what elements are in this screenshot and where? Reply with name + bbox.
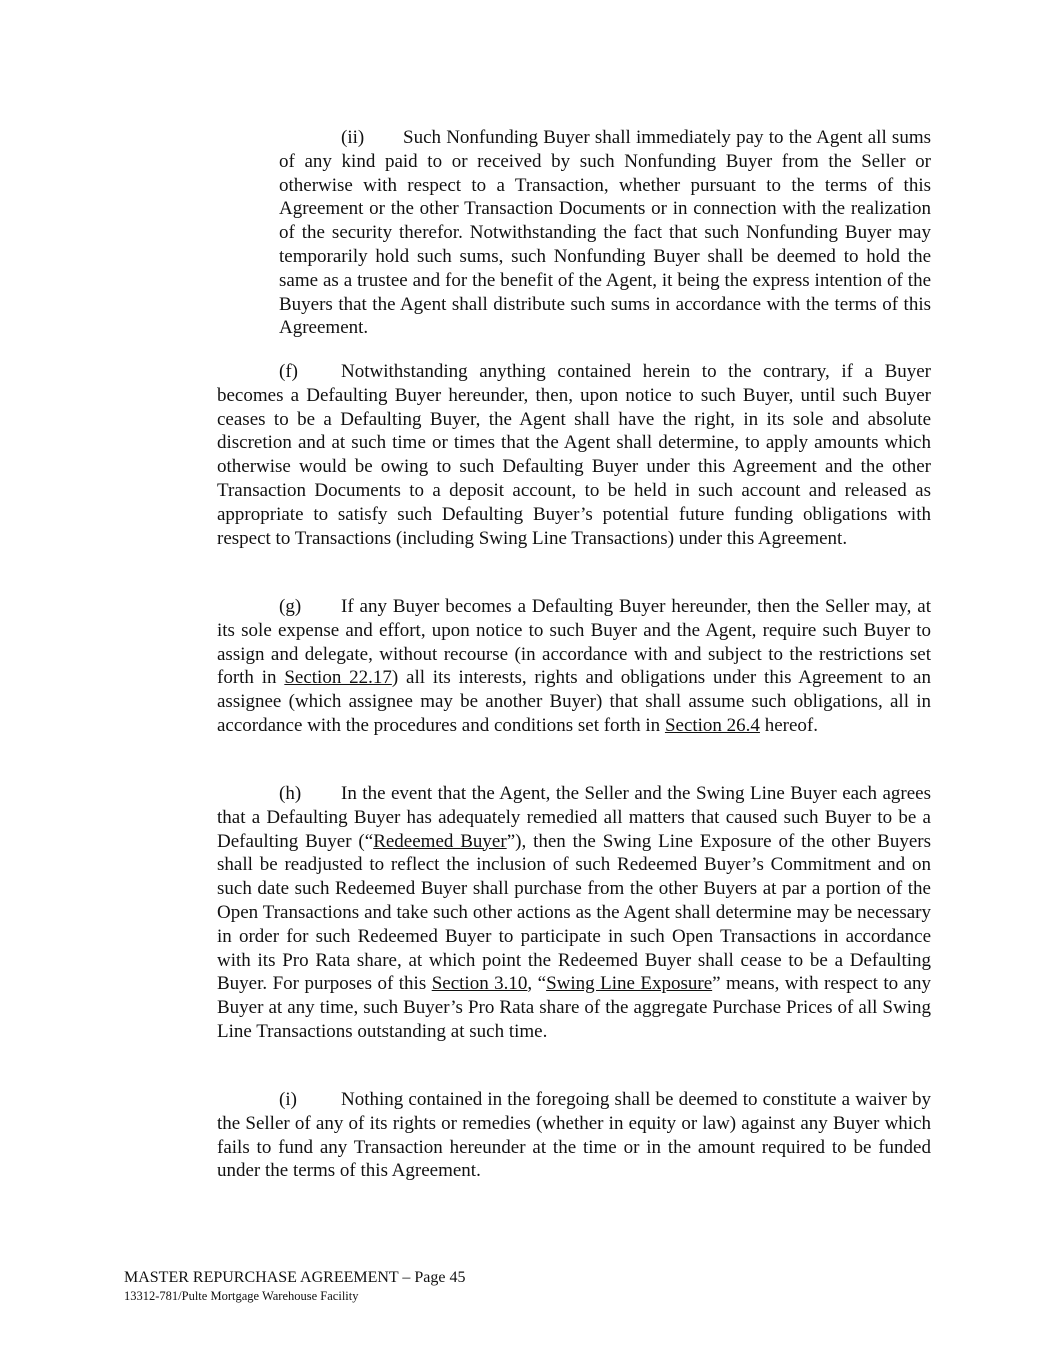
paragraph-label: (i) [279, 1089, 297, 1110]
paragraph-h [217, 782, 931, 1044]
paragraph-i [217, 1088, 931, 1183]
paragraph-text: ” means, with respect to any Buyer at any time, such Buyer’s Pro Rata share of the aggregate Purchase Prices of all Swing Line Transactions outstanding at such time. [217, 973, 932, 1042]
paragraph-text: hereof. [759, 714, 818, 736]
paragraph-ii [279, 126, 931, 340]
paragraph-text: Nothing contained in the foregoing shall be deemed to constitute a waiver by the Seller of any of its rights or remedies (whether in equity or law) against any Buyer which fails to fund any Transaction hereunder at the time or in the amount required to be funded under the terms of this Agreement. [217, 1089, 931, 1182]
section-reference: Section 26.4 [664, 714, 760, 736]
footer-document-id: 13312-781/Pulte Mortgage Warehouse Facility [124, 1289, 359, 1303]
footer-title: MASTER REPURCHASE AGREEMENT – Page 45 [124, 1269, 466, 1286]
defined-term: Swing Line Exposure [546, 973, 713, 995]
paragraph-f [217, 360, 931, 550]
section-reference: Section 22.17 [284, 667, 392, 689]
paragraph-label: (g) [279, 596, 302, 617]
paragraph-text: ”), then the Swing Line Exposure of the other Buyers shall be readjusted to reflect the inclusion of such Redeemed Buyer’s Commitment and on such date such Redeemed Buyer shall purchase from the other Buyers at par a portion of the Open Transactions and take such other actions as the Agent shall determine may be necessary in order for such Redeemed Buyer to participate in such Open Transactions in accordance with its Pro Rata share, at which point the Redeemed Buyer shall cease to be a Defaulting Buyer. For purposes of this [217, 830, 932, 995]
paragraph-text: ) all its interests, rights and obligations under this Agreement to an assignee (which assignee may be another Buyer) that shall assume such obligations, all in accordance with the procedures and conditions set forth in [217, 667, 931, 736]
paragraph-label: (h) [279, 783, 302, 804]
paragraph-text: In the event that the Agent, the Seller and the Swing Line Buyer each agrees that a Defaulting Buyer has adequately remedied all matters that caused such Buyer to be a Defaulting Buyer (“ [217, 783, 931, 852]
paragraph-label: (f) [279, 361, 298, 382]
paragraph-label: (ii) [341, 127, 365, 148]
paragraph-text: If any Buyer becomes a Defaulting Buyer hereunder, then the Seller may, at its sole expense and effort, upon notice to such Buyer and the Agent, require such Buyer to assign and delegate, without recourse (in accordance with and subject to the restrictions set forth in [217, 596, 931, 689]
defined-term: Redeemed Buyer [373, 830, 507, 852]
section-reference: Section 3.10 [431, 973, 528, 995]
paragraph-text: Such Nonfunding Buyer shall immediately pay to the Agent all sums of any kind paid to or received by such Nonfunding Buyer from the Seller or otherwise with respect to a Transaction, whether pursuant to the terms of this Agreement or the other Transaction Documents or in connection with the realization of the security therefor. Notwithstanding the fact that such Nonfunding Buyer may temporarily hold such sums, such Nonfunding Buyer shall be deemed to hold the same as a trustee and for the benefit of the Agent, it being the express intention of the Buyers that the Agent shall distribute such sums in accordance with the terms of this Agreement. [279, 127, 931, 339]
paragraph-text: , “ [527, 973, 547, 995]
paragraph-text: Notwithstanding anything contained herein to the contrary, if a Buyer becomes a Defaulting Buyer hereunder, then, upon notice to such Buyer, until such Buyer ceases to be a Defaulting Buyer, the Agent shall have the right, in its sole and absolute discretion and at such time or times that the Agent shall determine, to apply amounts which otherwise would be owing to such Defaulting Buyer under this Agreement and the other Transaction Documents to a deposit account, to be held in such account and released as appropriate to satisfy such Defaulting Buyer’s potential future funding obligations with respect to Transactions (including Swing Line Transactions) under this Agreement. [217, 361, 931, 549]
paragraph-g [217, 595, 931, 738]
